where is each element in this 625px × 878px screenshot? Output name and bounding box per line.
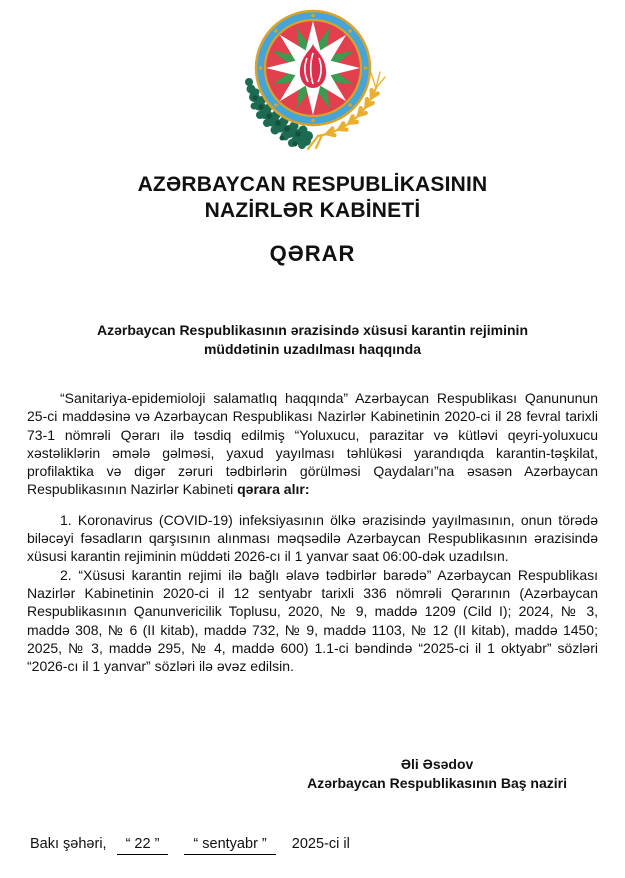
issuing-authority	[0, 172, 625, 224]
authority-line-2: NAZİRLƏR KABİNETİ	[204, 199, 421, 222]
authority-line-1: AZƏRBAYCAN RESPUBLİKASININ	[137, 173, 488, 196]
preamble-paragraph	[27, 389, 598, 499]
year-label: 2025-ci il	[291, 836, 350, 853]
month-field: “ sentyabr ”	[184, 836, 275, 855]
document-type-heading: QƏRAR	[269, 241, 356, 266]
city-label: Bakı şəhəri,	[30, 836, 107, 853]
azerbaijan-coat-of-arms	[238, 8, 388, 156]
day-field: “ 22 ”	[117, 836, 169, 855]
decree-item-2: 2. “Xüsusi karantin rejimi ilə bağlı əlavə tədbirlər barədə” Azərbaycan Respublikası Nazirlər Kabinetinin 2020-ci il 12 sentyabr tarixli 336 nömrəli Qərarının (Azərbaycan Respublikasının Qanunvericilik Toplusu, 2020, № 9, maddə 1209 (Cild I); 2024, № 3, maddə 308, № 6 (II kitab), maddə 732, № 9, maddə 1103, № 12 (II kitab), maddə 1450; 2025, № 3, maddə 295, № 4, maddə 600) 1.1-ci bəndində “2025-ci il 1 oktyabr” sözləri “2026-cı il 1 yanvar” sözləri ilə əvəz edilsin.	[27, 566, 598, 675]
document-body	[27, 389, 598, 675]
signer-name: Əli Əsədov	[400, 756, 474, 773]
signer-title: Azərbaycan Respublikasının Baş naziri	[307, 774, 567, 791]
preamble-decree-phrase: qərara alır:	[237, 481, 310, 498]
decree-item-1: 1. Koronavirus (COVID-19) infeksiyasının ölkə ərazisində yayılmasının, onun törədə biləcəyi fəsadların qarşısının alınması məqsədilə Azərbaycan Respublikasının ərazisində xüsusi karantin rejiminin müddəti 2026-cı il 1 yanvar saat 06:00-dək uzadılsın.	[27, 511, 598, 565]
document-subject: Azərbaycan Respublikasının ərazisində xüsusi karantin rejiminin müddətinin uzadılması haqqında	[96, 322, 529, 357]
signature-block	[307, 755, 567, 792]
date-line	[30, 836, 625, 855]
preamble-text: “Sanitariya-epidemioloji salamatlıq haqqında” Azərbaycan Respublikası Qanununun 25-ci maddəsinə və Azərbaycan Respublikası Nazirlər Kabinetinin 2020-ci il 28 fevral tarixli 73-1 nömrəli Qərarı ilə təsdiq edilmiş “Yoluxucu, parazitar və kütləvi qeyri-yoluxucu xəstəliklərin əmələ gəlməsi, yaxud yayılması təhlükəsi yarandıqda karantin-təşkilat, profilaktika və digər zəruri tədbirlərin görülməsi Qaydaları”na əsasən Azərbaycan Respublikasının Nazirlər Kabineti	[27, 390, 598, 498]
